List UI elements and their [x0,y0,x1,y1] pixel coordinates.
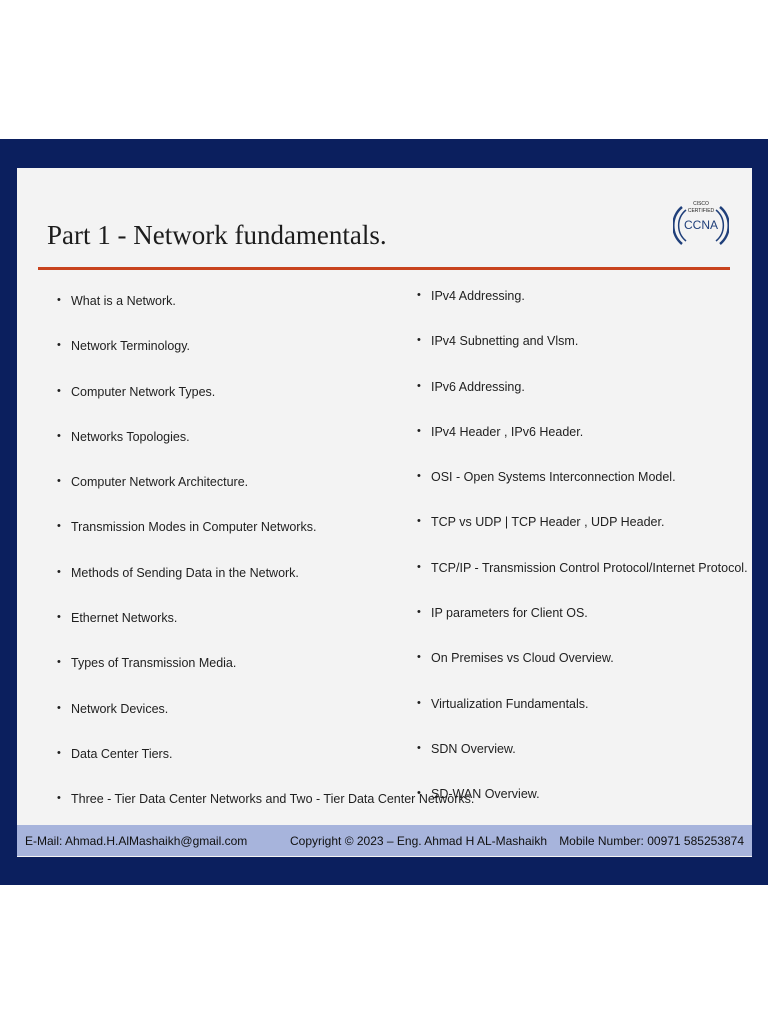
ccna-logo [673,194,729,254]
list-item: • Methods of Sending Data in the Network. [57,566,474,611]
list-item: • SD-WAN Overview. [417,787,748,832]
footer-copyright: Copyright © 2023 – Eng. Ahmad H AL-Mashaikh [290,834,547,848]
slide [17,168,752,857]
title-divider [38,267,730,270]
list-item: • Virtualization Fundamentals. [417,697,748,742]
footer-email: E-Mail: Ahmad.H.AlMashaikh@gmail.com [25,834,248,848]
list-item: • TCP/IP - Transmission Control Protocol/Internet Protocol. [417,561,748,606]
list-item: • TCP vs UDP | TCP Header , UDP Header. [417,515,748,560]
list-item: • Transmission Modes in Computer Networks. [57,520,474,565]
list-item: • Ethernet Networks. [57,611,474,656]
list-item: • IP parameters for Client OS. [417,606,748,651]
list-item: • Data Center Tiers. [57,747,474,792]
footer-mobile: Mobile Number: 00971 585253874 [559,834,744,848]
list-item: • IPv4 Addressing. [417,289,748,334]
slide-footer [17,825,752,856]
list-item: • Three - Tier Data Center Networks and Two - Tier Data Center Networks. [57,792,474,837]
logo-mid-text: CERTIFIED [687,208,715,214]
list-item: • IPv4 Header , IPv6 Header. [417,425,748,470]
list-item: • Types of Transmission Media. [57,656,474,701]
right-topic-list [417,289,748,833]
list-item: • OSI - Open Systems Interconnection Model. [417,470,748,515]
list-item: • IPv6 Addressing. [417,380,748,425]
list-item: • Computer Network Types. [57,385,474,430]
list-item: • What is a Network. [57,294,474,339]
logo-main-text: CCNA [683,218,719,232]
list-item: • On Premises vs Cloud Overview. [417,651,748,696]
list-item: • Network Terminology. [57,339,474,384]
slide-title: Part 1 - Network fundamentals. [47,220,387,250]
list-item: • Network Devices. [57,702,474,747]
list-item: • IPv4 Subnetting and Vlsm. [417,334,748,379]
left-topic-list [57,294,474,838]
list-item: • Computer Network Architecture. [57,475,474,520]
logo-top-text: CISCO [693,201,709,207]
list-item: • SDN Overview. [417,742,748,787]
list-item: • Networks Topologies. [57,430,474,475]
